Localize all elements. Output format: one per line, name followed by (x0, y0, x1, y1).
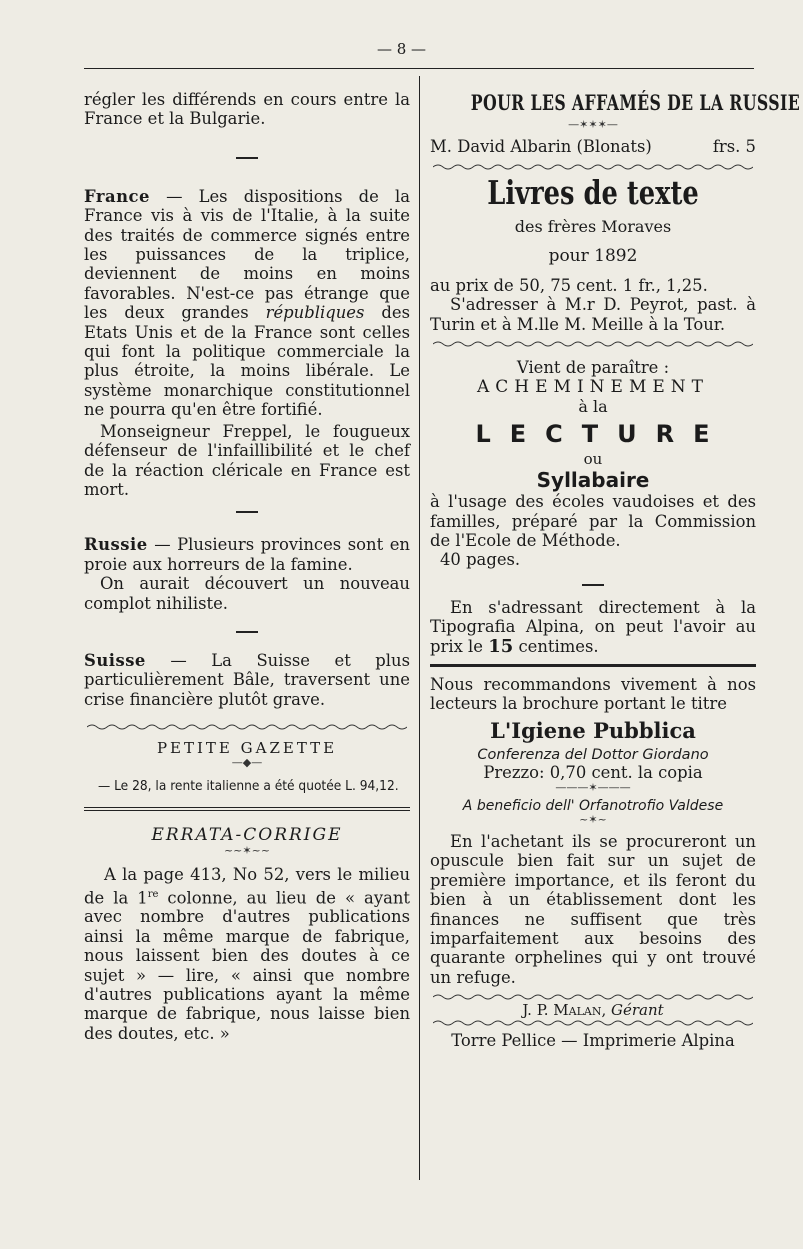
lecture-word: LECTURE (475, 420, 729, 449)
russie-text: — Plusieurs provinces sont en proie aux horreurs de la famine. (84, 535, 410, 574)
suisse-text: — La Suisse et plus particulièrement Bâle, traversent une crise financière plutôt grave. (84, 650, 410, 709)
manager-role: Gérant (611, 1001, 664, 1020)
donation-amount: frs. 5 (712, 137, 756, 156)
france-lead: France (84, 186, 150, 206)
france-paragraph (84, 187, 410, 420)
order-price: 15 (488, 635, 514, 657)
france-italic: républiques (265, 303, 365, 323)
column-divider (419, 76, 420, 1180)
order-text: En s'adressant directement à la Tipografia Alpina, on peut l'avoir au prix le 15 centimes. (430, 597, 756, 657)
page-number: — 8 — (376, 40, 427, 58)
ornament: —✶✶✶— (568, 118, 618, 131)
igiene-subtitle: Conferenza del Dottor Giordano (477, 746, 709, 763)
gazette-title: PETITE GAZETTE (156, 739, 338, 758)
acheminement-word: ACHEMINEMENT (477, 377, 709, 398)
left-column (84, 90, 410, 1043)
ornament: ~✶~ (579, 812, 607, 826)
errata-text: A la page 413, No 52, vers le milieu de la 1re colonne, au lieu de « ayant avec nombre d'autres publications ainsi la même marque de fabrique, nous laissent bien des doutes à ce sujet » — lire, « ainsi que nombre d'autres publications ayant la même marque de fabrique, nous laisse bien des doutes, etc. » (84, 865, 410, 1043)
opening-paragraph: régler les différends en cours entre la France et la Bulgarie. (84, 90, 410, 129)
signature (430, 1001, 756, 1019)
suisse-lead: Suisse (84, 650, 146, 670)
donation-line (430, 137, 756, 157)
livres-contact: S'adresser à M.r D. Peyrot, past. à Turin et à M.lle M. Meille à la Tour. (430, 295, 756, 334)
gazette-text: — Le 28, la rente italienne a été quotée L. 94,12. (98, 778, 399, 795)
ou-word: ou (583, 450, 603, 469)
wavy-rule (433, 993, 753, 1001)
livres-line1: des frères Moraves (514, 217, 672, 236)
ornament: ~~✶~~ (223, 844, 271, 858)
russie-paragraph (84, 535, 410, 574)
freppel-paragraph: Monseigneur Freppel, le fougueux défenseur de l'infaillibilité et le chef de la réaction cléricale en France est mort. (84, 421, 410, 499)
ornament: ———✶——— (555, 780, 631, 794)
acheminement-pages: 40 pages. (440, 550, 521, 570)
livres-prices: au prix de 50, 75 cent. 1 fr., 1,25. (430, 276, 708, 295)
errata-title: ERRATA-CORRIGE (151, 825, 343, 846)
affames-title: POUR LES AFFAMÉS DE LA RUSSIE (470, 90, 801, 115)
wavy-rule (433, 340, 753, 348)
nihiliste-paragraph: On aurait découvert un nouveau complot nihiliste. (84, 574, 410, 613)
ornament: —◆— (231, 756, 263, 770)
acheminement-intro: Vient de paraître : (516, 358, 670, 378)
manager-name: J. P. Malan, (522, 1001, 607, 1020)
a-la: à la (578, 397, 608, 417)
wavy-rule (87, 723, 407, 731)
france-text: — Les dispositions de la France vis à vis de l'Italie, à la suite des traités de commerce signés entre les puissances de la triplice, deviennent de moins en moins favorables. N'est-ce pas étrange que les deux grandes (84, 186, 410, 323)
acheminement-desc: à l'usage des écoles vaudoises et des familles, préparé par la Commission de l'Ecole de Méthode. (430, 492, 756, 551)
livres-title: Livres de texte (487, 173, 699, 212)
igiene-title: L'Igiene Pubblica (490, 717, 696, 743)
orfanotrofio-text: En l'achetant ils se procureront un opuscule bien fait sur un sujet de première importance, et ils feront du bien à un établissement dont les finances ne suffisent que très imparfaitement aux besoins des quarante orphelines qui y ont trouvé un refuge. (430, 831, 756, 987)
wavy-rule (433, 1019, 753, 1027)
igiene-price: Prezzo: 0,70 cent. la copia (483, 762, 703, 782)
imprint: Torre Pellice — Imprimerie Alpina (451, 1031, 735, 1051)
russie-lead: Russie (84, 535, 148, 555)
livres-line2: pour 1892 (548, 246, 638, 266)
right-column (430, 90, 801, 1051)
suisse-paragraph (84, 651, 410, 709)
orfanotrofio-title: A beneficio dell' Orfanotrofio Valdese (462, 797, 724, 814)
france-text2: des Etats Unis et de la France sont celles qui font la politique commerciale la plus étroite, la moins libérale. Le système monarchique constitutionnel ne pourra qu'en être fortifié. (84, 303, 410, 420)
syllabaire-word: Syllabaire (536, 468, 650, 493)
igiene-intro: Nous recommandons vivement à nos lecteurs la brochure portant le titre (430, 675, 756, 714)
top-rule (84, 68, 754, 69)
wavy-rule (433, 163, 753, 171)
donor-name: M. David Albarin (Blonats) (430, 137, 652, 156)
